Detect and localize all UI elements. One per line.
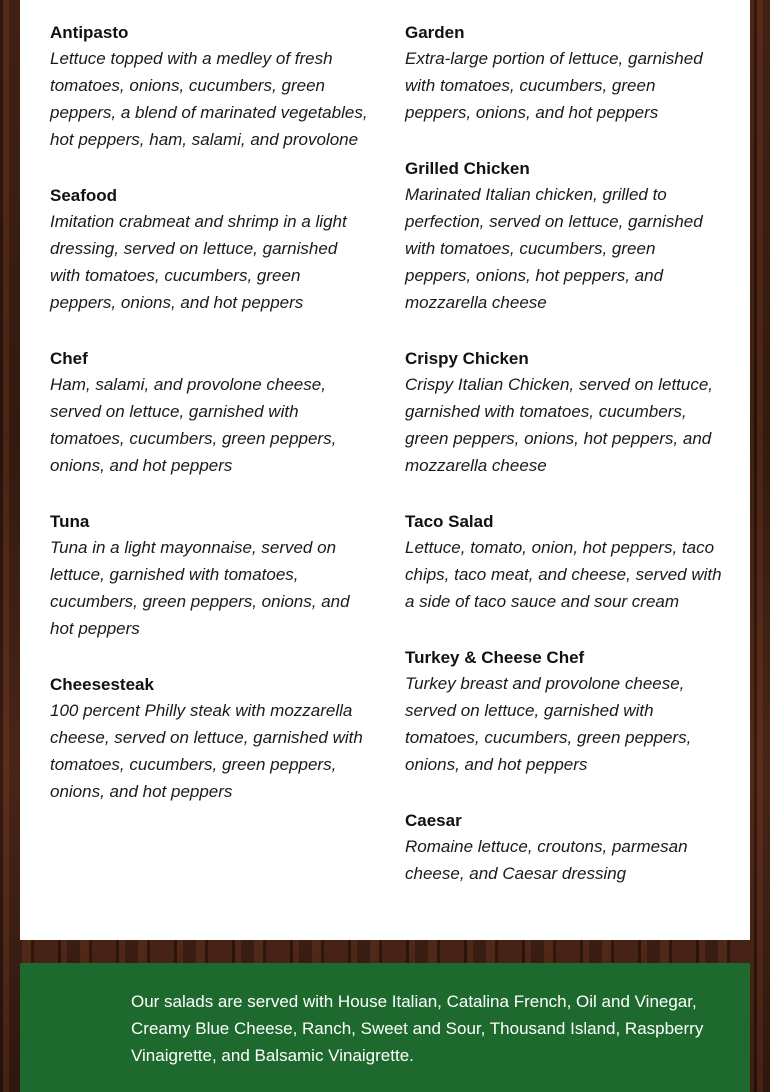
- menu-item-name: Garden: [405, 23, 465, 42]
- menu-item: [405, 346, 725, 479]
- menu-item-description: 100 percent Philly steak with mozzarella cheese, served on lettuce, garnished with tomatoes, cucumbers, green peppers, onions, and hot peppers: [50, 701, 363, 801]
- menu-item: [405, 156, 725, 316]
- menu-item-name: Caesar: [405, 811, 462, 830]
- menu-item-name: Crispy Chicken: [405, 349, 529, 368]
- menu-item: [405, 645, 725, 778]
- menu-item-name: Cheesesteak: [50, 675, 154, 694]
- menu-item-name: Antipasto: [50, 23, 129, 42]
- menu-item-name: Seafood: [50, 186, 118, 205]
- menu-item-name: Chef: [50, 349, 88, 368]
- menu-column-left: [50, 20, 370, 835]
- menu-item-description: Extra-large portion of lettuce, garnished with tomatoes, cucumbers, green peppers, onions, and hot peppers: [405, 49, 703, 122]
- menu-item: [405, 20, 725, 126]
- menu-item-name: Taco Salad: [405, 512, 494, 531]
- menu-item: [50, 20, 370, 153]
- menu-item: [405, 509, 725, 615]
- menu-item: [50, 672, 370, 805]
- dressings-text: Our salads are served with House Italian, Catalina French, Oil and Vinegar, Creamy Blue Cheese, Ranch, Sweet and Sour, Thousand Island, Raspberry Vinaigrette, and Balsamic Vinaigrette.: [131, 992, 704, 1065]
- menu-item: [405, 808, 725, 887]
- menu-item-description: Turkey breast and provolone cheese, served on lettuce, garnished with tomatoes, cucumbers, green peppers, onions, and hot peppers: [405, 674, 692, 774]
- menu-item-description: Lettuce, tomato, onion, hot peppers, taco chips, taco meat, and cheese, served with a side of taco sauce and sour cream: [405, 538, 722, 611]
- menu-item-name: Grilled Chicken: [405, 159, 530, 178]
- menu-item-description: Ham, salami, and provolone cheese, served on lettuce, garnished with tomatoes, cucumbers, green peppers, onions, and hot peppers: [50, 375, 337, 475]
- menu-item: [50, 509, 370, 642]
- menu-item-description: Imitation crabmeat and shrimp in a light dressing, served on lettuce, garnished with tomatoes, cucumbers, green peppers, onions, and hot peppers: [50, 212, 347, 312]
- dressings-panel: [20, 963, 750, 1092]
- menu-item-description: Crispy Italian Chicken, served on lettuce, garnished with tomatoes, cucumbers, green peppers, onions, hot peppers, and mozzarella cheese: [405, 375, 714, 475]
- salad-menu-card: [20, 0, 750, 940]
- menu-item-name: Tuna: [50, 512, 90, 531]
- menu-item-description: Marinated Italian chicken, grilled to perfection, served on lettuce, garnished with tomatoes, cucumbers, green peppers, onions, hot peppers, and mozzarella cheese: [405, 185, 703, 312]
- menu-item: [50, 346, 370, 479]
- menu-item-name: Turkey & Cheese Chef: [405, 648, 585, 667]
- menu-item-description: Tuna in a light mayonnaise, served on lettuce, garnished with tomatoes, cucumbers, green peppers, onions, and hot peppers: [50, 538, 350, 638]
- menu-item-description: Romaine lettuce, croutons, parmesan cheese, and Caesar dressing: [405, 837, 688, 883]
- menu-item-description: Lettuce topped with a medley of fresh tomatoes, onions, cucumbers, green peppers, a blend of marinated vegetables, hot peppers, ham, salami, and provolone: [50, 49, 368, 149]
- menu-item: [50, 183, 370, 316]
- menu-column-right: [405, 20, 725, 917]
